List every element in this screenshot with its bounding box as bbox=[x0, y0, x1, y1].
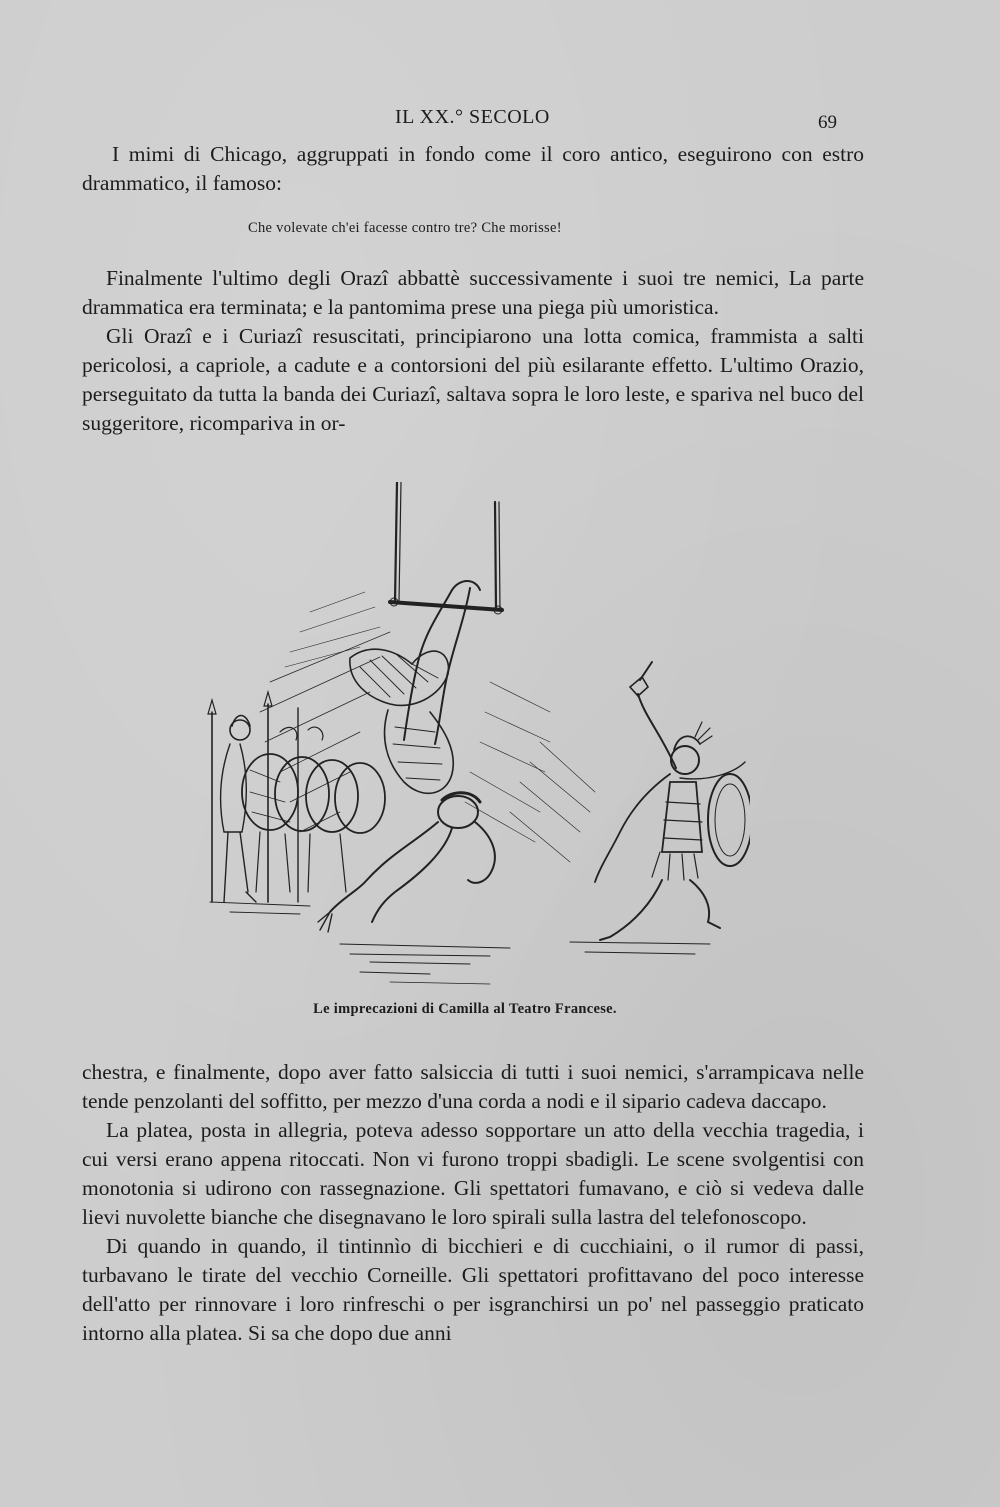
page-number: 69 bbox=[818, 112, 837, 133]
paragraph: Gli Orazî e i Curiazî resuscitati, principiarono una lotta comica, frammista a salti pericolosi, a capriole, a cadute e a contorsioni del più esilarante effetto. L'ultimo Orazio, perseguitato da tutta la banda dei Curiazî, saltava sopra le loro leste, e spariva nel buco del suggeritore, ricompariva in or- bbox=[82, 324, 864, 435]
text-block-top bbox=[82, 264, 864, 438]
paragraph: La platea, posta in allegria, poteva adesso sopportare un atto della vecchia tragedia, i cui versi erano appena ritoccati. Non vi furono troppi sbadigli. Le scene svolgentisi con monotonia si udirono con rassegnazione. Gli spettatori fumavano, e ciò si vedeva dalle lievi nuvolette bianche che disegnavano le loro spirali sulla lastra del telefonoscopo. bbox=[82, 1118, 864, 1229]
running-title: IL XX.° SECOLO bbox=[395, 106, 550, 128]
verse-quote: Che volevate ch'ei facesse contro tre? Che morisse! bbox=[248, 220, 562, 236]
engraving-illustration bbox=[190, 482, 750, 992]
paragraph: Di quando in quando, il tintinnìo di bicchieri e di cucchiaini, o il rumor di passi, turbavano le tirate del vecchio Corneille. Gli spettatori profittavano del poco interesse dell'atto per rinnovare i loro rinfreschi o per isgranchirsi un po' nel passeggio praticato intorno alla platea. Si sa che dopo due anni bbox=[82, 1234, 864, 1345]
paragraph: Finalmente l'ultimo degli Orazî abbattè successivamente i suoi tre nemici, La parte drammatica era terminata; e la pantomima prese una piega più umoristica. bbox=[82, 266, 864, 319]
figure-caption: Le imprecazioni di Camilla al Teatro Francese. bbox=[313, 1001, 617, 1017]
figure-illustration bbox=[190, 482, 750, 992]
running-head bbox=[0, 106, 1000, 136]
paragraph: chestra, e finalmente, dopo aver fatto salsiccia di tutti i suoi nemici, s'arrampicava nelle tende penzolanti del soffitto, per mezzo d'una corda a nodi e il sipario cadeva daccapo. bbox=[82, 1060, 864, 1113]
paragraph: I mimi di Chicago, aggruppati in fondo come il coro antico, eseguirono con estro drammatico, il famoso: bbox=[82, 142, 864, 195]
text-block-bottom bbox=[82, 1058, 864, 1348]
intro-text bbox=[82, 140, 864, 198]
